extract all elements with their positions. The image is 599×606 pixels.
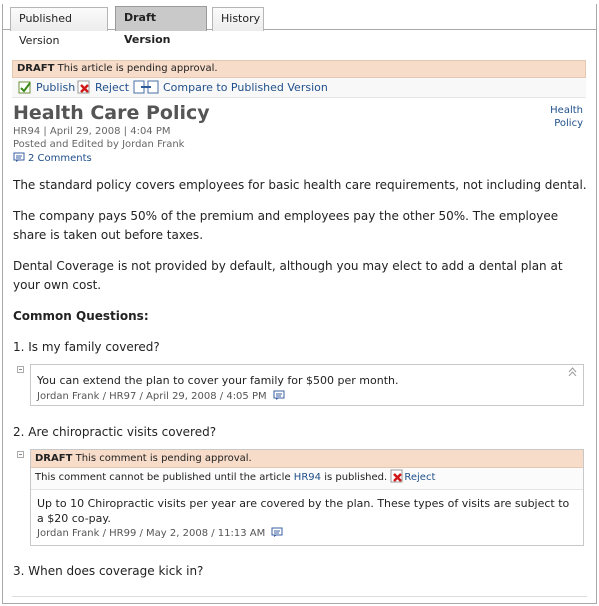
notice-prefix: This comment cannot be published until the article	[35, 472, 291, 483]
comment-bubble-icon[interactable]	[273, 390, 285, 401]
reject-icon	[390, 469, 404, 483]
comment-1	[30, 364, 584, 406]
comment-1-text: You can extend the plan to cover your family for $500 per month.	[37, 374, 399, 387]
comment-bubble-icon[interactable]	[271, 527, 283, 538]
tab-bar	[2, 4, 597, 47]
comment-2-draft-label: DRAFT	[35, 453, 73, 464]
comment-2	[30, 449, 584, 546]
comment-1-meta-text: Jordan Frank / HR97 / April 29, 2008 / 4:05 PM	[37, 391, 267, 402]
tab-draft-version[interactable]: Draft Version	[115, 6, 207, 31]
reject-icon	[77, 80, 91, 94]
category-link-line2: Policy	[554, 118, 583, 129]
draft-label: DRAFT	[17, 63, 55, 74]
comment-bubble-icon	[13, 152, 25, 163]
comment-2-notice	[31, 468, 583, 490]
collapse-icon[interactable]	[17, 451, 24, 458]
reject-button[interactable]	[77, 78, 129, 98]
question-1: 1. Is my family covered?	[13, 340, 160, 354]
compare-icon	[133, 80, 159, 94]
comments-link[interactable]	[13, 152, 92, 164]
comment-reject-label: Reject	[404, 472, 436, 483]
comment-2-text: Up to 10 Chiropractic visits per year are covered by the plan. These types of visits are subject to a $20 co-pay.	[37, 497, 570, 525]
draft-banner-text: This article is pending approval.	[57, 63, 218, 74]
tab-history[interactable]: History	[212, 7, 264, 31]
notice-suffix: is published.	[324, 472, 388, 483]
publish-label: Publish	[36, 81, 76, 94]
common-questions-heading: Common Questions:	[13, 309, 149, 323]
paragraph-1: The standard policy covers employees for basic health care requirements, not including dental.	[13, 178, 587, 192]
reject-label: Reject	[95, 81, 130, 94]
draft-banner	[12, 60, 586, 78]
action-bar	[12, 78, 586, 98]
collapse-icon[interactable]	[17, 366, 24, 373]
paragraph-2: The company pays 50% of the premium and employees pay the other 50%. The employee share is taken out before taxes.	[13, 209, 559, 242]
question-2: 2. Are chiropractic visits covered?	[13, 425, 217, 439]
comment-2-draft-text: This comment is pending approval.	[75, 453, 252, 464]
article-title: Health Care Policy	[13, 102, 210, 124]
publish-icon	[18, 80, 32, 94]
compare-label: Compare to Published Version	[163, 81, 328, 94]
category-link-line1: Health	[550, 105, 583, 116]
comment-2-draft-banner	[31, 450, 583, 468]
article-id-link[interactable]: HR94	[293, 472, 321, 483]
publish-button[interactable]	[18, 78, 75, 98]
comment-2-meta	[31, 526, 583, 539]
question-3: 3. When does coverage kick in?	[13, 564, 204, 578]
article-meta: HR94 | April 29, 2008 | 4:04 PM	[13, 126, 171, 137]
divider	[12, 596, 587, 597]
comment-2-meta-text: Jordan Frank / HR99 / May 2, 2008 / 11:13 AM	[37, 528, 266, 539]
paragraph-3: Dental Coverage is not provided by default, although you may elect to add a dental plan at your own cost.	[13, 259, 563, 292]
comment-reject-button[interactable]	[390, 472, 435, 483]
compare-button[interactable]	[133, 78, 328, 98]
comment-1-meta	[37, 390, 285, 402]
article-author: Posted and Edited by Jordan Frank	[13, 139, 185, 150]
category-link[interactable]	[543, 104, 583, 130]
comments-count: 2 Comments	[28, 153, 92, 164]
tab-published-version[interactable]: Published Version	[10, 7, 108, 31]
scroll-up-icon[interactable]	[568, 367, 577, 376]
